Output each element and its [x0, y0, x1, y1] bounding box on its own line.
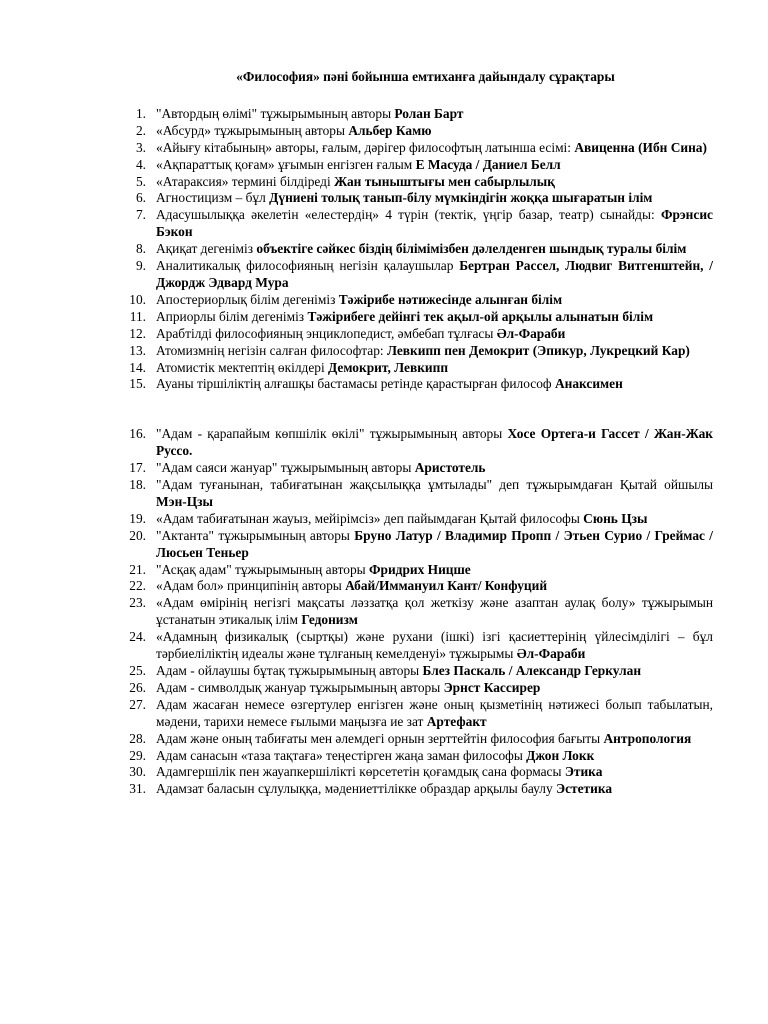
item-number: 18. — [129, 477, 146, 493]
item-answer: Сюнь Цзы — [583, 510, 648, 526]
list-item — [116, 106, 713, 123]
list-item — [116, 748, 713, 765]
list-item — [116, 241, 713, 258]
item-answer: Блез Паскаль / Александр Геркулан — [422, 663, 642, 678]
item-number: 26. — [129, 679, 146, 695]
item-number: 15. — [129, 376, 146, 392]
list-item — [116, 292, 713, 309]
item-number: 3. — [135, 139, 146, 155]
item-number: 27. — [129, 696, 146, 712]
list-item — [116, 629, 713, 663]
list-item — [116, 326, 713, 343]
item-number: 24. — [129, 629, 146, 645]
item-number: 12. — [129, 325, 146, 341]
item-answer: Әл-Фараби — [496, 325, 566, 341]
item-answer: Альбер Камю — [348, 122, 432, 138]
list-item — [116, 680, 713, 697]
item-answer: Левкипп пен Демокрит (Эпикур, Лукрецкий Кар) — [386, 342, 690, 358]
item-answer: Бруно Латур / Владимир Пропп / Этьен Сурио / Греймас / Люсьен Теньер — [156, 527, 713, 560]
item-answer: Демокрит, Левкипп — [328, 359, 449, 375]
item-text: «Адам бол» принципінің авторы — [156, 578, 346, 594]
item-number: 22. — [129, 578, 146, 594]
item-text: Агностицизм – бұл — [156, 190, 270, 206]
item-text: «Ақпараттық қоғам» ұғымын енгізген ғалым — [156, 156, 416, 172]
list-item — [116, 781, 713, 798]
list-item — [116, 460, 713, 477]
item-text: «Абсурд» тұжырымының авторы — [156, 122, 349, 138]
list-item — [116, 123, 713, 140]
item-answer: Гедонизм — [301, 612, 358, 628]
item-number: 11. — [129, 308, 146, 324]
item-number: 23. — [129, 595, 146, 611]
item-number: 10. — [129, 291, 146, 307]
item-answer: Дүниені толық танып-білу мүмкіндігін жоққа шығаратын ілім — [269, 190, 653, 206]
item-text: «Айығу кітабының» авторы, ғалым, дәрігер философтың латынша есімі: — [156, 139, 575, 155]
item-number: 9. — [135, 258, 146, 274]
item-text: «Адам табиғатынан жауыз, мейірімсіз» деп пайымдаған Қытай философы — [156, 510, 584, 526]
item-text: Адам санасын «таза тақтаға» теңестірген жаңа заман философы — [156, 747, 527, 763]
item-text: Адам жасаған немесе өзгертулер енгізген және оның қызметінің нәтижесі болып табылатын, мәдени, тарихи немесе ғылыми маңызға ие зат — [156, 696, 713, 729]
item-number: 21. — [129, 561, 146, 577]
item-number: 29. — [129, 747, 146, 763]
item-answer: Анаксимен — [554, 376, 623, 392]
item-text: Ақиқат дегеніміз — [156, 241, 257, 257]
item-text: Ауаны тіршіліктің алғашқы бастамасы ретінде қарастырған философ — [156, 376, 555, 392]
item-answer: Мэн-Цзы — [156, 493, 214, 509]
item-text: "Автордың өлімі" тұжырымының авторы — [156, 105, 395, 121]
list-item — [116, 258, 713, 292]
list-item — [116, 190, 713, 207]
item-number: 2. — [135, 122, 146, 138]
list-item — [116, 663, 713, 680]
item-answer: Абай/Иммануил Кант/ Конфуций — [345, 578, 548, 594]
item-text: Адамзат баласын сұлулыққа, мәдениеттілікке образдар арқылы баулу — [156, 781, 557, 797]
item-answer: Бертран Рассел, Людвиг Витгенштейн, / Джордж Эдвард Мура — [156, 258, 713, 290]
item-answer: Тәжірибеге дейінгі тек ақыл-ой арқылы алынатын білім — [307, 308, 654, 324]
item-answer: Антропология — [603, 730, 692, 746]
item-text: "Адам - қарапайым көпшілік өкілі" тұжырымының авторы — [156, 426, 508, 442]
item-answer: Эрнст Кассирер — [443, 679, 541, 695]
list-item — [116, 426, 713, 460]
item-number: 1. — [135, 105, 146, 121]
list-item — [116, 562, 713, 579]
item-text: Адам - символдық жануар тұжырымының авторы — [156, 679, 444, 695]
question-list-1 — [116, 106, 713, 393]
item-number: 31. — [129, 781, 146, 797]
list-item — [116, 309, 713, 326]
item-text: Адамгершілік пен жауапкершілікті көрсететін қоғамдық сана формасы — [156, 764, 565, 780]
item-number: 20. — [129, 527, 146, 543]
item-text: Априорлы білім дегеніміз — [156, 308, 308, 324]
item-text: «Адам өмірінің негізгі мақсаты ләззатқа қол жеткізу және азаптан аулақ болу» тұжырымын ұстанатын этикалық ілім — [156, 595, 713, 628]
list-item — [116, 207, 713, 241]
item-number: 28. — [129, 730, 146, 746]
list-item — [116, 697, 713, 731]
item-answer: Хосе Ортега-и Гассет / Жан-Жак Руссо. — [156, 426, 713, 459]
item-number: 17. — [129, 460, 146, 476]
item-text: «Атараксия» термині білдіреді — [156, 173, 335, 189]
item-number: 25. — [129, 663, 146, 678]
item-number: 7. — [135, 207, 146, 223]
item-number: 6. — [135, 190, 146, 206]
item-text: Аналитикалық философияның негізін қалаушылар — [156, 258, 460, 274]
item-answer: Эстетика — [556, 781, 613, 797]
list-item — [116, 477, 713, 511]
item-number: 4. — [135, 156, 146, 172]
list-item — [116, 360, 713, 377]
list-item — [116, 731, 713, 748]
item-text: "Адам туғанынан, табиғатынан жақсылыққа ұмтылады" деп тұжырымдаған Қытай ойшылы — [156, 477, 713, 493]
item-answer: Ролан Барт — [394, 105, 464, 121]
item-number: 16. — [129, 426, 146, 442]
item-text: "Адам саяси жануар" тұжырымының авторы — [156, 460, 415, 476]
list-item — [116, 595, 713, 629]
list-item — [116, 528, 713, 562]
item-text: Атомизмнің негізін салған философтар: — [156, 342, 387, 358]
list-item — [116, 511, 713, 528]
item-number: 19. — [129, 510, 146, 526]
item-text: «Адамның физикалық (сыртқы) және рухани (ішкі) ізгі қасиеттерінің үйлесімділігі – бұл тәрбиеліліктің идеалы және тұлғаның кемелденуі» тұжырымы — [156, 629, 713, 662]
list-item — [116, 578, 713, 595]
item-answer: Авиценна (Ибн Сина) — [574, 139, 707, 155]
item-text: Адам және оның табиғаты мен әлемдегі орнын зерттейтін философия бағыты — [156, 730, 604, 746]
item-text: "Актанта" тұжырымының авторы — [156, 527, 355, 543]
list-item — [116, 140, 713, 157]
item-answer: Артефакт — [426, 713, 487, 729]
item-answer: Джон Локк — [526, 747, 595, 763]
item-answer: Жан тыныштығы мен сабырлылық — [334, 173, 555, 189]
list-item — [116, 376, 713, 393]
list-item — [116, 157, 713, 174]
item-answer: Аристотель — [414, 460, 486, 476]
item-text: Апостериорлық білім дегеніміз — [156, 291, 339, 307]
item-text: Арабтілді философияның энциклопедист, әмбебап тұлғасы — [156, 325, 497, 341]
list-item — [116, 174, 713, 191]
question-list-2 — [116, 426, 713, 798]
list-item — [116, 764, 713, 781]
item-number: 8. — [135, 241, 146, 257]
item-answer: Е Масуда / Даниел Белл — [415, 156, 561, 172]
item-answer: Тәжірибе нәтижесінде алынған білім — [338, 291, 563, 307]
document-title: «Философия» пәні бойынша емтиханға дайындалу сұрақтары — [236, 69, 615, 84]
item-number: 5. — [135, 173, 146, 189]
item-answer: Фрэнсис Бэкон — [156, 207, 713, 240]
item-text: Адам - ойлаушы бұтақ тұжырымының авторы — [156, 663, 423, 678]
item-answer: Этика — [564, 764, 603, 780]
item-number: 14. — [129, 359, 146, 375]
item-text: Адасушылыққа әкелетін «елестердің» 4 түрін (тектік, үңгір базар, театр) сынайды: — [156, 207, 661, 223]
item-text: "Асқақ адам" тұжырымының авторы — [156, 561, 370, 577]
item-number: 30. — [129, 764, 146, 780]
section-gap — [116, 393, 713, 426]
list-item — [116, 343, 713, 360]
item-answer: объектіге сәйкес біздің білімімізбен дәлелденген шындық туралы білім — [256, 241, 687, 257]
item-answer: Әл-Фараби — [516, 646, 586, 662]
item-text: Атомистік мектептің өкілдері — [156, 359, 329, 375]
item-number: 13. — [129, 342, 146, 358]
item-answer: Фридрих Ницше — [369, 561, 471, 577]
